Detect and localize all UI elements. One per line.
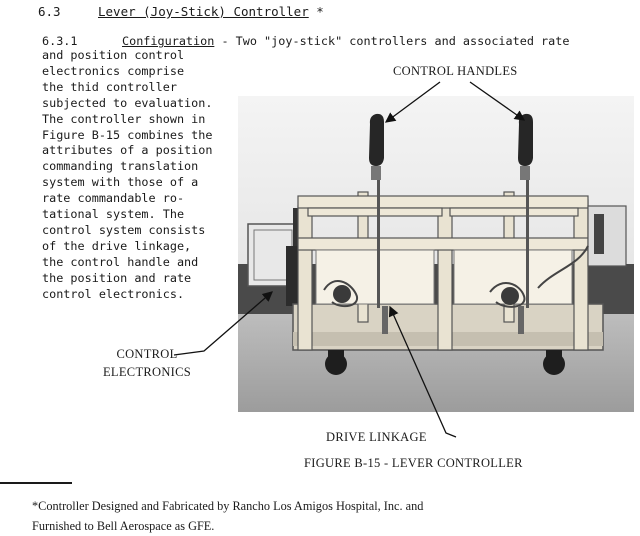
body-line: control system consists	[42, 222, 206, 237]
body-line: control electronics.	[42, 286, 185, 301]
body-line: rate commandable ro-	[42, 191, 185, 206]
footnote-marker: *	[308, 4, 324, 19]
body-line: The controller shown in	[42, 111, 206, 126]
control-electronics-line1: CONTROL	[116, 347, 178, 361]
control-electronics-line2: ELECTRONICS	[103, 365, 192, 379]
subsection-title: Configuration	[122, 34, 215, 48]
body-line: electronics comprise	[42, 63, 185, 78]
arrow-to-right-handle	[470, 82, 524, 120]
subsection-number: 6.3.1	[42, 34, 78, 48]
section-number: 6.3	[38, 4, 61, 19]
footnote-line2: Furnished to Bell Aerospace as GFE.	[32, 519, 215, 533]
body-line: the thid controller	[42, 79, 177, 94]
body-line: system with those of a	[42, 175, 199, 190]
drive-linkage-label: DRIVE LINKAGE	[326, 430, 427, 444]
control-electronics-label	[103, 345, 191, 381]
body-line: tational system. The	[42, 207, 185, 222]
body-line: the position and rate	[42, 270, 192, 285]
body-line: attributes of a position	[42, 143, 213, 158]
body-line: commanding translation	[42, 159, 199, 174]
footnote-line1: *Controller Designed and Fabricated by Rancho Los Amigos Hospital, Inc. and	[32, 499, 424, 513]
body-line: and position control	[42, 48, 185, 62]
body-line: the control handle and	[42, 254, 199, 269]
control-handles-label: CONTROL HANDLES	[393, 64, 518, 78]
subsection-lead-text: - Two "joy-stick" controllers and associated rate	[214, 34, 570, 48]
section-title: Lever (Joy-Stick) Controller	[98, 4, 309, 19]
arrow-to-drive-linkage	[390, 307, 456, 437]
body-line: subjected to evaluation.	[42, 95, 213, 110]
arrow-to-left-handle	[386, 82, 440, 122]
body-line: Figure B-15 combines the	[42, 127, 213, 142]
footnote-divider	[0, 482, 72, 484]
body-line: of the drive linkage,	[42, 238, 192, 253]
figure-caption: FIGURE B-15 - LEVER CONTROLLER	[304, 456, 523, 470]
footnote	[32, 496, 423, 536]
